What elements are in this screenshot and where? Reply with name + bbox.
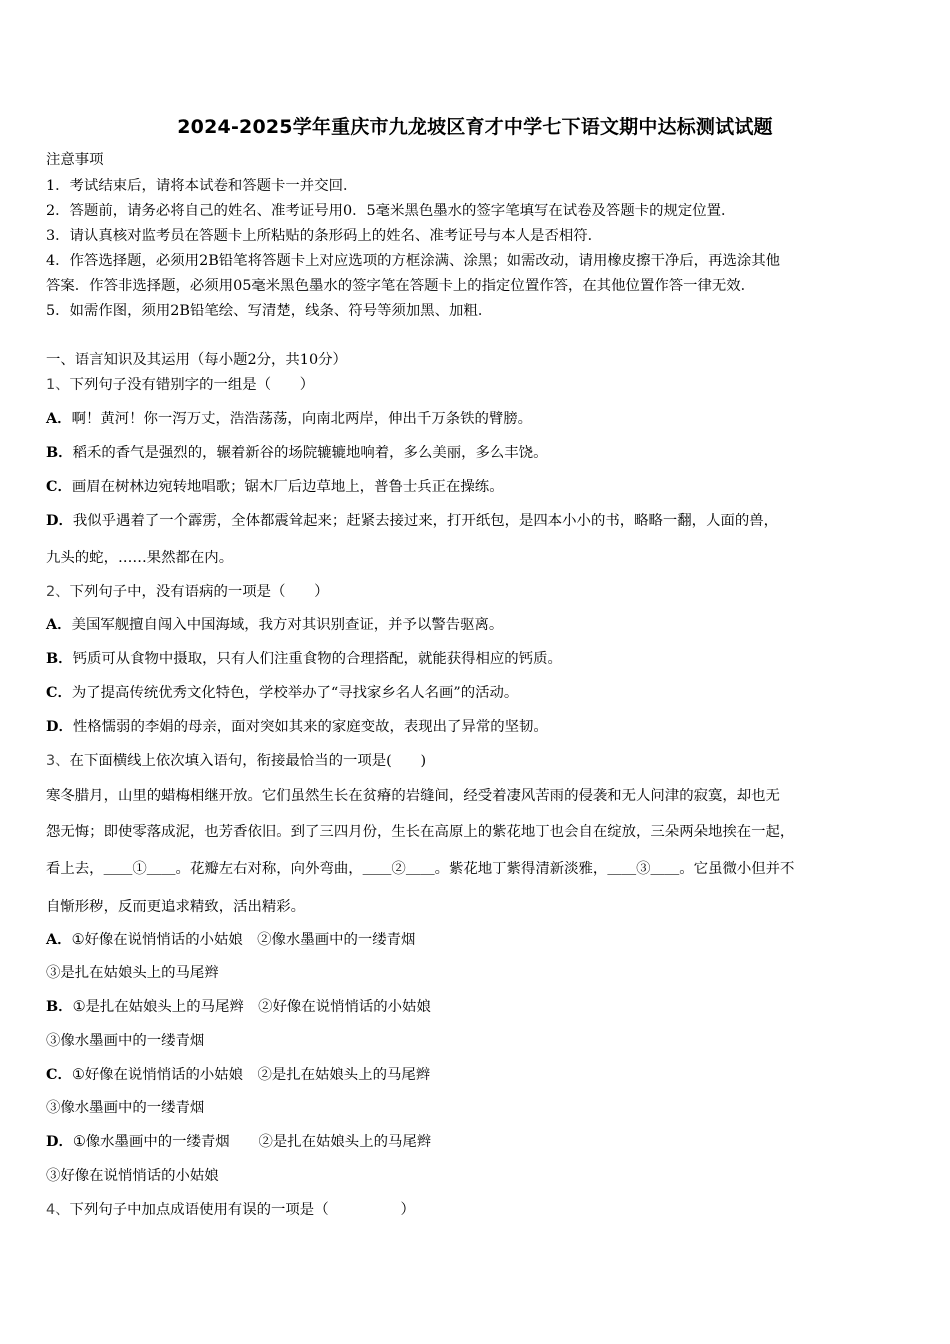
passage-text: 。它虽微小但并不 xyxy=(679,861,795,877)
option-label: A． xyxy=(46,616,72,633)
option-text: 性格懦弱的李娟的母亲，面对突如其来的家庭变故，表现出了异常的坚韧。 xyxy=(72,719,548,735)
q1-option-c xyxy=(46,477,504,497)
option-text: 稻禾的香气是强烈的，辗着新谷的场院辘辘地响着，多么美丽，多么丰饶。 xyxy=(72,445,548,461)
q3-option-b xyxy=(46,997,431,1017)
q3-option-d xyxy=(46,1132,431,1152)
option-text: ①好像在说悄悄话的小姑娘 ②是扎在姑娘头上的马尾辫 xyxy=(71,1067,431,1083)
option-label: D． xyxy=(46,512,73,529)
passage-text: 看上去， xyxy=(46,861,104,877)
blank-2: ＿＿②＿＿ xyxy=(362,861,435,877)
question-number: 4、 xyxy=(46,1202,70,1218)
passage-line: 寒冬腊月，山里的蜡梅相继开放。它们虽然生长在贫瘠的岩缝间，经受着凄风苦雨的侵袭和无人问津的寂寞，却也无 xyxy=(46,788,780,804)
option-text: ①是扎在姑娘头上的马尾辫 ②好像在说悄悄话的小姑娘 xyxy=(72,999,431,1015)
q1-option-b xyxy=(46,443,547,463)
q2-option-d xyxy=(46,717,548,737)
q1-option-d-cont: 九头的蛇，……果然都在内。 xyxy=(46,550,234,566)
option-label: B． xyxy=(46,444,73,461)
page-title: 2024-2025学年重庆市九龙坡区育才中学七下语文期中达标测试试题 xyxy=(177,116,773,138)
option-text: 啊！黄河！你一泻万丈，浩浩荡荡，向南北两岸，伸出千万条铁的臂膀。 xyxy=(71,411,533,427)
option-text: 美国军舰擅自闯入中国海域，我方对其识别查证，并予以警告驱离。 xyxy=(71,617,504,633)
q3-option-a xyxy=(46,930,415,950)
option-label: A． xyxy=(46,931,72,948)
passage-text: 。紫花地丁紫得清新淡雅， xyxy=(434,861,608,877)
option-text: 钙质可从食物中摄取，只有人们注重食物的合理搭配，就能获得相应的钙质。 xyxy=(72,651,562,667)
notice-item: 5．如需作图，须用2B铅笔绘、写清楚，线条、符号等须加黑、加粗． xyxy=(46,303,493,319)
notice-heading: 注意事项 xyxy=(46,152,104,168)
option-label: B． xyxy=(46,650,73,667)
question-3 xyxy=(46,751,426,771)
passage-text: 。花瓣左右对称，向外弯曲， xyxy=(175,861,363,877)
option-text: ①好像在说悄悄话的小姑娘 ②像水墨画中的一缕青烟 xyxy=(71,932,416,948)
question-1 xyxy=(46,375,314,395)
passage-line: 怨无悔；即使零落成泥，也芳香依旧。到了三四月份，生长在高原上的紫花地丁也会自在绽放，三朵两朵地挨在一起， xyxy=(46,824,795,840)
q3-option-a-cont: ③是扎在姑娘头上的马尾辫 xyxy=(46,965,219,981)
q2-option-b xyxy=(46,649,562,669)
question-4 xyxy=(46,1200,415,1220)
q3-option-d-cont: ③好像在说悄悄话的小姑娘 xyxy=(46,1168,219,1184)
q3-option-c xyxy=(46,1065,430,1085)
option-label: C． xyxy=(46,478,72,495)
option-label: B． xyxy=(46,998,73,1015)
blank-1: ＿＿①＿＿ xyxy=(103,861,176,877)
q3-option-c-cont: ③像水墨画中的一缕青烟 xyxy=(46,1100,205,1116)
option-text: 画眉在树林边宛转地唱歌；锯木厂后边草地上，普鲁士兵正在操练。 xyxy=(71,479,504,495)
question-stem: 下列句子中加点成语使用有误的一项是（ ） xyxy=(69,1202,415,1218)
q2-option-a xyxy=(46,615,503,635)
q3-option-b-cont: ③像水墨画中的一缕青烟 xyxy=(46,1033,205,1049)
question-2 xyxy=(46,582,329,602)
q1-option-a xyxy=(46,409,532,429)
option-label: D． xyxy=(46,1133,73,1150)
question-number: 3、 xyxy=(46,753,70,769)
notice-item: 2．答题前，请务必将自己的姓名、准考证号用0．5毫米黑色墨水的签字笔填写在试卷及答题卡的规定位置． xyxy=(46,203,736,219)
option-text: 我似乎遇着了一个霹雳，全体都震耸起来；赶紧去接过来，打开纸包，是四本小小的书，略略一翻，人面的兽， xyxy=(72,513,779,529)
notice-item: 1．考试结束后，请将本试卷和答题卡一并交回． xyxy=(46,178,358,194)
q2-option-c xyxy=(46,683,518,703)
option-label: C． xyxy=(46,684,72,701)
passage-line xyxy=(46,859,794,879)
option-label: A． xyxy=(46,410,72,427)
question-stem: 在下面横线上依次填入语句，衔接最恰当的一项是( ) xyxy=(69,753,427,769)
notice-item: 4．作答选择题，必须用2B铅笔将答题卡上对应选项的方框涂满、涂黑；如需改动，请用橡皮擦干净后，再选涂其他 xyxy=(46,253,781,269)
question-number: 1、 xyxy=(46,377,70,393)
notice-item: 答案．作答非选择题，必须用05毫米黑色墨水的签字笔在答题卡上的指定位置作答，在其他位置作答一律无效． xyxy=(46,278,756,294)
passage-line: 自惭形秽，反而更追求精致，活出精彩。 xyxy=(46,899,306,915)
question-stem: 下列句子没有错别字的一组是（ ） xyxy=(69,377,315,393)
option-text: 为了提高传统优秀文化特色，学校举办了“寻找家乡名人名画”的活动。 xyxy=(71,685,519,701)
notice-item: 3．请认真核对监考员在答题卡上所粘贴的条形码上的姓名、准考证号与本人是否相符． xyxy=(46,228,603,244)
section-heading: 一、语言知识及其运用（每小题2分，共10分） xyxy=(46,352,347,368)
question-stem: 下列句子中，没有语病的一项是（ ） xyxy=(69,584,329,600)
option-text: ①像水墨画中的一缕青烟 ②是扎在姑娘头上的马尾辫 xyxy=(72,1134,432,1150)
option-label: C． xyxy=(46,1066,72,1083)
option-label: D． xyxy=(46,718,73,735)
blank-3: ＿＿③＿＿ xyxy=(607,861,680,877)
question-number: 2、 xyxy=(46,584,70,600)
q1-option-d xyxy=(46,511,778,531)
